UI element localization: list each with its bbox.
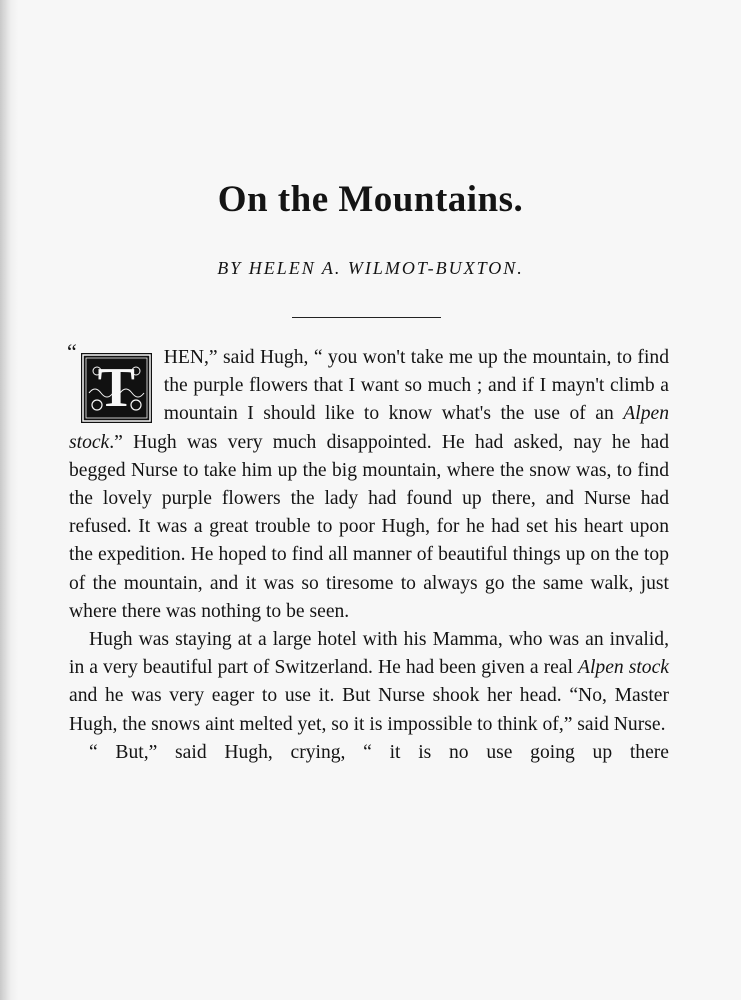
opening-quote: “ (67, 339, 77, 364)
page-edge-shadow (0, 0, 18, 1000)
paragraph-1 (67, 339, 669, 626)
paragraph-1-text-c: .” Hugh was very much disappointed. He had asked, nay he had begged Nurse to take him up the big mountain, where the snow was, to find the lovely purple flowers the lady had found up there, and Nurse had refused. It was a great trouble to poor Hugh, for he had set his heart upon the expedition. He hoped to find all manner of beautiful things up on the top of the mountain, and it was so tiresome to always go the same walk, just where there was nothing to be seen. (69, 431, 669, 622)
paragraph-1-text-a: HEN,” said Hugh, “ you won't take me up the mountain, to find the purple flowers that I want so much ; and if I mayn't climb a mountain I should like to know what's the use of an (163, 347, 669, 425)
paragraph-2-italic: Alpen stock (577, 657, 669, 679)
ornamental-drop-cap (81, 353, 152, 423)
paragraph-3: “ But,” said Hugh, crying, “ it is no use going up there (89, 741, 669, 763)
paragraph-2 (69, 626, 669, 739)
title-divider (292, 317, 441, 318)
paragraph-2-text-c: and he was very eager to use it. But Nurse shook her head. “No, Master Hugh, the snows aint melted yet, so it is impossible to think of,” said Nurse. (69, 685, 669, 735)
story-byline: BY HELEN A. WILMOT-BUXTON. (217, 258, 524, 278)
story-body (67, 339, 669, 767)
story-title: On the Mountains. (217, 179, 524, 220)
paragraph-1-italic: Alpen stock (69, 403, 669, 453)
drop-cap-letter: T (97, 357, 135, 419)
paragraph-2-text-a: Hugh was staying at a large hotel with his Mamma, who was an invalid, in a very beautiful part of Switzerland. He had been given a real (69, 629, 669, 679)
